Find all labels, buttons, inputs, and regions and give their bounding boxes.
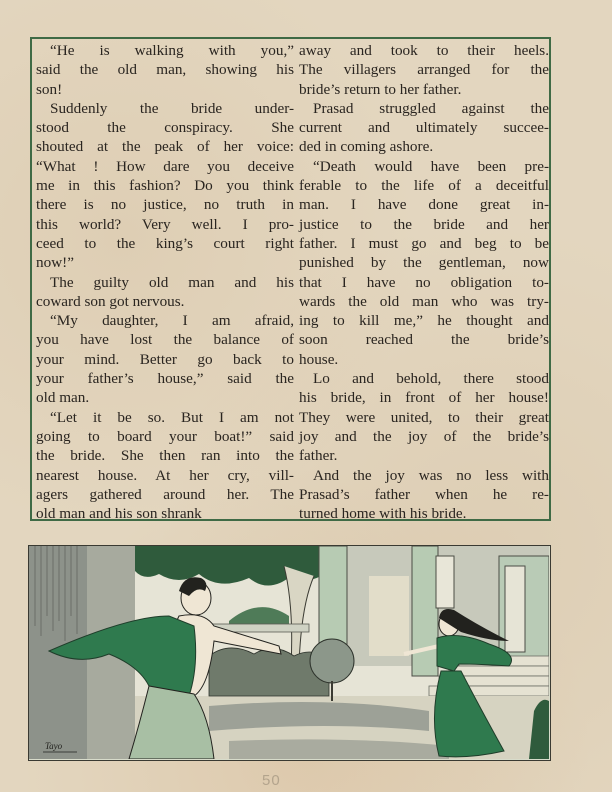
text-line: The villagers arranged for the [299,61,549,79]
text-line: the bride. She then ran into the [36,447,294,465]
text-line: coward son got nervous. [36,292,185,310]
text-line: “What ! How dare you deceive [36,157,294,175]
text-line: said the old man, showing his [36,61,294,79]
text-line: They were united, to their great [299,408,549,426]
text-line: man. I have done great in- [299,196,549,214]
house-pillar-mid [412,546,438,676]
text-line: “My daughter, I am afraid, [50,312,294,330]
text-line: “He is walking with you,” [50,42,294,59]
text-line: you have lost the balance of [36,331,294,349]
house-door [505,566,525,652]
text-line: “Let it be so. But I am not [50,408,294,426]
text-line: nearest house. At her cry, vill- [36,466,294,484]
artist-signature: Tayo [45,741,63,751]
text-line: son! [36,80,63,98]
house-window [436,556,454,608]
text-line: wards the old man who was try- [299,292,549,310]
text-line: his bride, in front of her house! [299,389,549,407]
illustration-artwork [29,546,549,759]
text-line: Suddenly the bride under- [50,99,294,117]
right-text-column [299,39,549,523]
house-wall-light [369,576,409,656]
text-line: punished by the gentleman, now [299,254,549,272]
text-line: joy and the joy of the bride’s [299,427,549,445]
text-line: turned home with his bride. [299,505,467,523]
text-line: ded in coming ashore. [299,138,434,156]
page-number: 50 [262,772,281,789]
text-line: agers gathered around her. The [36,485,294,503]
text-line: And the joy was no less with [313,466,549,484]
text-line: The guilty old man and his [50,273,294,291]
text-line: ferable to the life of a deceitful [299,177,549,195]
bush [310,639,354,683]
text-line: old man and his son shrank [36,505,202,523]
text-line: current and ultimately succee- [299,119,549,137]
story-illustration [28,545,551,761]
text-line: Prasad struggled against the [313,99,549,117]
text-line: father. [299,447,338,465]
text-line: old man. [36,389,90,407]
text-line: Lo and behold, there stood [313,370,549,388]
text-line: father. I must go and beg to be [299,234,549,252]
text-line: ing to kill me,” he thought and [299,312,549,330]
text-line: this world? Very well. I pro- [36,215,294,233]
text-line: away and took to their heels. [299,42,549,59]
text-line: that I have no obligation to- [299,273,549,291]
story-text-box [30,37,551,521]
text-line: going to board your boat!” said [36,427,294,445]
text-line: your mind. Better go back to [36,350,294,368]
text-line: Prasad’s father when he re- [299,485,549,503]
text-line: now!” [36,254,74,272]
text-line: bride’s return to her father. [299,80,462,98]
text-line: your father’s house,” said the [36,370,294,388]
text-line: justice to the bride and her [299,215,549,233]
text-line: soon reached the bride’s [299,331,549,349]
text-line: ceed to the king’s court right [36,234,294,252]
text-line: “Death would have been pre- [313,157,549,175]
text-line: me in this fashion? Do you think [36,177,294,195]
text-line: shouted at the peak of her voice: [36,138,294,156]
text-line: stood the conspiracy. She [36,119,294,137]
left-text-column [32,39,294,523]
text-line: house. [299,350,339,368]
text-line: there is no justice, no truth in [36,196,294,214]
